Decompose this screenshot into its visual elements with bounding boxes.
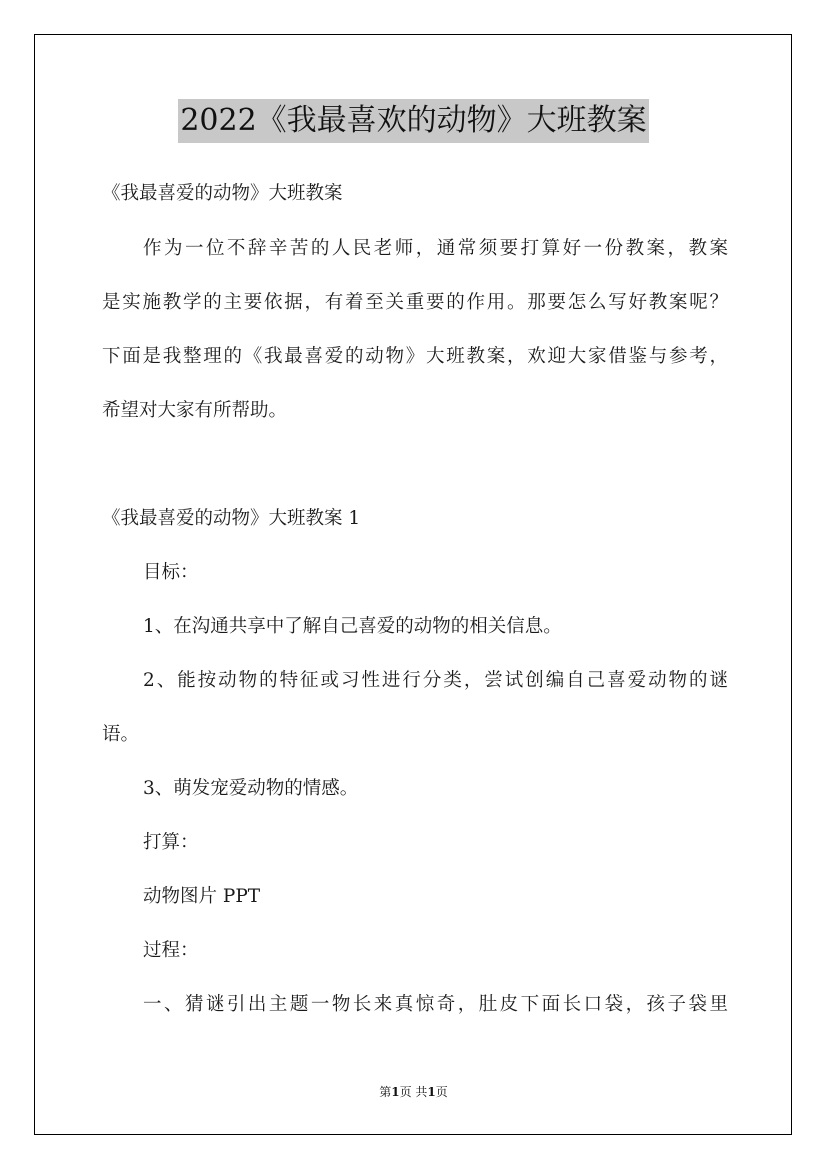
- goal-item-2-continued: 语。: [102, 724, 140, 745]
- goal-item-2: 2、能按动物的特征或习性进行分类，尝试创编自己喜爱动物的谜: [143, 670, 728, 691]
- footer-prefix: 第: [379, 1085, 392, 1099]
- section-heading: 《我最喜爱的动物》大班教案 1: [102, 508, 361, 529]
- process-label: 过程：: [143, 940, 199, 961]
- footer-page-number: 1: [391, 1085, 400, 1099]
- footer-suffix: 页: [435, 1085, 448, 1099]
- title-wrapper: [0, 99, 827, 143]
- goal-label: 目标：: [143, 562, 199, 583]
- prep-item: 动物图片 PPT: [143, 886, 261, 907]
- footer-middle: 页 共: [399, 1085, 428, 1099]
- document-subtitle: 《我最喜爱的动物》大班教案: [102, 183, 343, 204]
- page-footer: [0, 1083, 827, 1101]
- process-step-1: 一、猜谜引出主题一物长来真惊奇，肚皮下面长口袋，孩子袋里: [143, 994, 728, 1015]
- goal-item-1: 1、在沟通共享中了解自己喜爱的动物的相关信息。: [143, 616, 562, 637]
- prep-label: 打算：: [143, 832, 199, 853]
- document-title: 2022《我最喜欢的动物》大班教案: [178, 99, 648, 143]
- footer-page-total: 1: [427, 1085, 436, 1099]
- intro-line-4: 希望对大家有所帮助。: [102, 400, 288, 421]
- intro-line-3: 下面是我整理的《我最喜爱的动物》大班教案，欢迎大家借鉴与参考，: [102, 346, 728, 367]
- goal-item-3: 3、萌发宠爱动物的情感。: [143, 778, 359, 799]
- intro-line-1: 作为一位不辞辛苦的人民老师，通常须要打算好一份教案，教案: [143, 238, 728, 259]
- intro-line-2: 是实施教学的主要依据，有着至关重要的作用。那要怎么写好教案呢？: [102, 292, 728, 313]
